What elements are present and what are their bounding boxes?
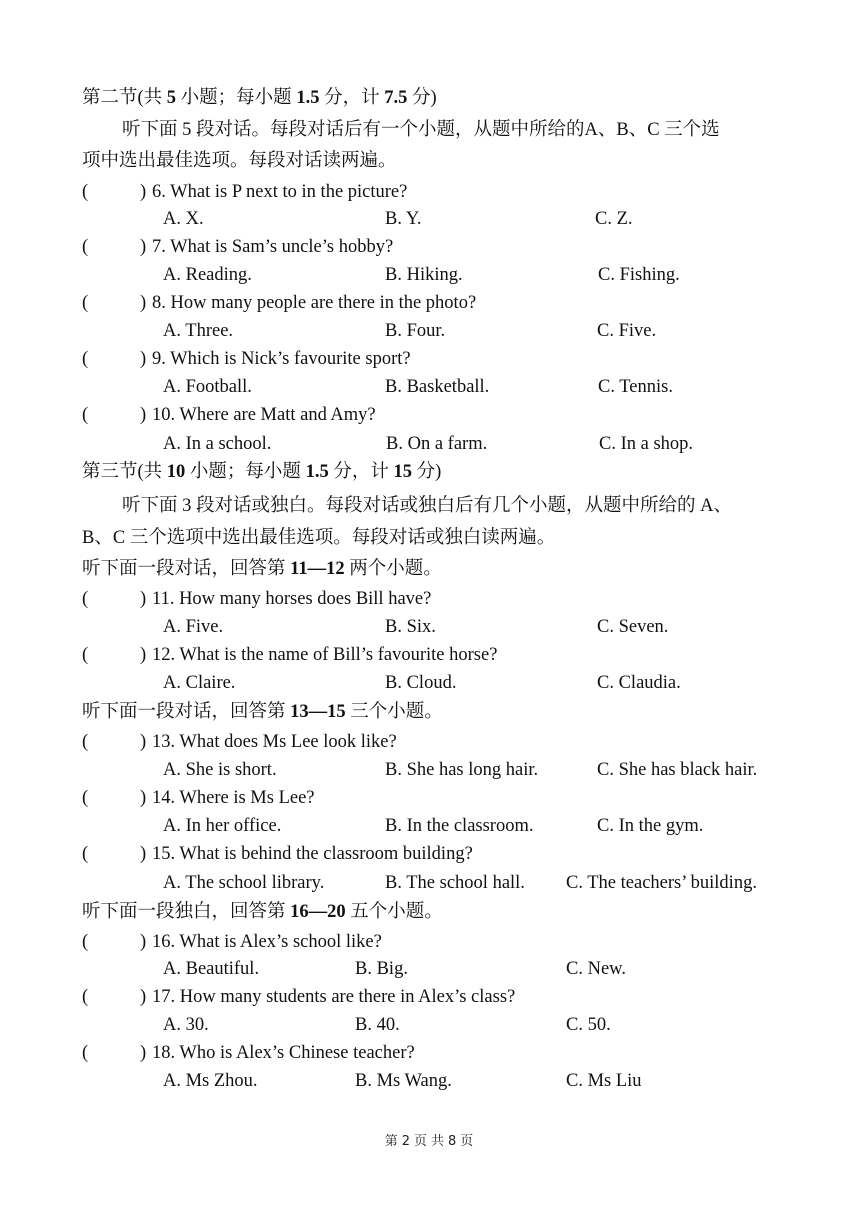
option-c: C. 50.	[566, 1015, 611, 1035]
option-b: B. Cloud.	[385, 673, 457, 693]
option-c: C. In a shop.	[599, 434, 694, 454]
question-text: 14. Where is Ms Lee?	[152, 788, 315, 808]
option-a: A. Claire.	[163, 673, 236, 693]
answer-paren-open: (	[82, 237, 89, 257]
option-b: B. Hiking.	[385, 265, 463, 285]
question-text: 18. Who is Alex’s Chinese teacher?	[152, 1043, 415, 1063]
option-c: C. Tennis.	[598, 377, 673, 397]
option-b: B. In the classroom.	[385, 816, 534, 836]
section-3-instruction-cont: B、C 三个选项中选出最佳选项。每段对话或独白读两遍。	[82, 528, 556, 548]
option-c: C. In the gym.	[597, 816, 704, 836]
option-c: C. Z.	[595, 209, 633, 229]
option-b: B. She has long hair.	[385, 760, 539, 780]
answer-paren-open: (	[82, 844, 89, 864]
answer-paren-close: )	[140, 1043, 147, 1063]
option-a: A. Reading.	[163, 265, 252, 285]
answer-paren-open: (	[82, 293, 89, 313]
answer-paren-close: )	[140, 932, 147, 952]
option-a: A. 30.	[163, 1015, 209, 1035]
total-pages: 8	[448, 1134, 459, 1149]
question-text: 9. Which is Nick’s favourite sport?	[152, 349, 411, 369]
answer-paren-close: )	[140, 182, 147, 202]
answer-paren-open: (	[82, 589, 89, 609]
monologue-group-3-heading: 听下面一段独白，回答第 16—20 五个小题。	[82, 902, 443, 922]
answer-paren-open: (	[82, 645, 89, 665]
option-a: A. Three.	[163, 321, 234, 341]
question-text: 13. What does Ms Lee look like?	[152, 732, 397, 752]
option-a: A. She is short.	[163, 760, 277, 780]
question-text: 15. What is behind the classroom building?	[152, 844, 473, 864]
section-3-instruction: 听下面 3 段对话或独白。每段对话或独白后有几个小题，从题中所给的 A、	[122, 496, 732, 516]
option-b: B. Y.	[385, 209, 422, 229]
option-b: B. Four.	[385, 321, 446, 341]
answer-paren-open: (	[82, 788, 89, 808]
answer-paren-close: )	[140, 293, 147, 313]
answer-paren-open: (	[82, 1043, 89, 1063]
answer-paren-open: (	[82, 987, 89, 1007]
answer-paren-open: (	[82, 732, 89, 752]
section-3-title: 第三节(共 10 小题；每小题 1.5 分，计 15 分)	[82, 462, 442, 482]
option-c: C. Five.	[597, 321, 657, 341]
option-c: C. The teachers’ building.	[566, 873, 757, 893]
option-c: C. Fishing.	[598, 265, 680, 285]
section-2-instruction-cont: 项中选出最佳选项。每段对话读两遍。	[82, 151, 397, 171]
answer-paren-open: (	[82, 932, 89, 952]
option-a: A. X.	[163, 209, 204, 229]
option-c: C. Claudia.	[597, 673, 681, 693]
question-text: 12. What is the name of Bill’s favourite horse?	[152, 645, 498, 665]
dialogue-group-2-heading: 听下面一段对话，回答第 13—15 三个小题。	[82, 702, 443, 722]
question-text: 10. Where are Matt and Amy?	[152, 405, 376, 425]
section-2-title: 第二节(共 5 小题；每小题 1.5 分，计 7.5 分)	[82, 88, 437, 108]
option-c: C. Ms Liu	[566, 1071, 642, 1091]
option-c: C. Seven.	[597, 617, 669, 637]
answer-paren-close: )	[140, 589, 147, 609]
question-text: 8. How many people are there in the photo?	[152, 293, 477, 313]
option-a: A. Five.	[163, 617, 224, 637]
answer-paren-open: (	[82, 349, 89, 369]
option-b: B. The school hall.	[385, 873, 525, 893]
page-footer: 第 2 页 共 8 页	[384, 1134, 476, 1149]
question-text: 16. What is Alex’s school like?	[152, 932, 382, 952]
answer-paren-close: )	[140, 405, 147, 425]
option-a: A. Ms Zhou.	[163, 1071, 258, 1091]
answer-paren-close: )	[140, 732, 147, 752]
option-b: B. Ms Wang.	[355, 1071, 452, 1091]
option-b: B. 40.	[355, 1015, 400, 1035]
answer-paren-close: )	[140, 645, 147, 665]
question-text: 11. How many horses does Bill have?	[152, 589, 432, 609]
answer-paren-open: (	[82, 182, 89, 202]
option-a: A. Football.	[163, 377, 252, 397]
answer-paren-close: )	[140, 237, 147, 257]
option-b: B. Basketball.	[385, 377, 490, 397]
question-text: 6. What is P next to in the picture?	[152, 182, 408, 202]
option-a: A. In a school.	[163, 434, 272, 454]
option-a: A. In her office.	[163, 816, 282, 836]
option-c: C. She has black hair.	[597, 760, 758, 780]
option-a: A. Beautiful.	[163, 959, 260, 979]
section-2-instruction: 听下面 5 段对话。每段对话后有一个小题，从题中所给的A、B、C 三个选	[122, 120, 720, 140]
option-c: C. New.	[566, 959, 626, 979]
option-b: B. Big.	[355, 959, 408, 979]
answer-paren-open: (	[82, 405, 89, 425]
answer-paren-close: )	[140, 349, 147, 369]
question-text: 17. How many students are there in Alex’s class?	[152, 987, 516, 1007]
page-number: 2	[401, 1134, 412, 1149]
answer-paren-close: )	[140, 788, 147, 808]
answer-paren-close: )	[140, 987, 147, 1007]
question-text: 7. What is Sam’s uncle’s hobby?	[152, 237, 394, 257]
answer-paren-close: )	[140, 844, 147, 864]
option-b: B. Six.	[385, 617, 436, 637]
option-b: B. On a farm.	[386, 434, 488, 454]
dialogue-group-1-heading: 听下面一段对话，回答第 11—12 两个小题。	[82, 559, 442, 579]
option-a: A. The school library.	[163, 873, 325, 893]
